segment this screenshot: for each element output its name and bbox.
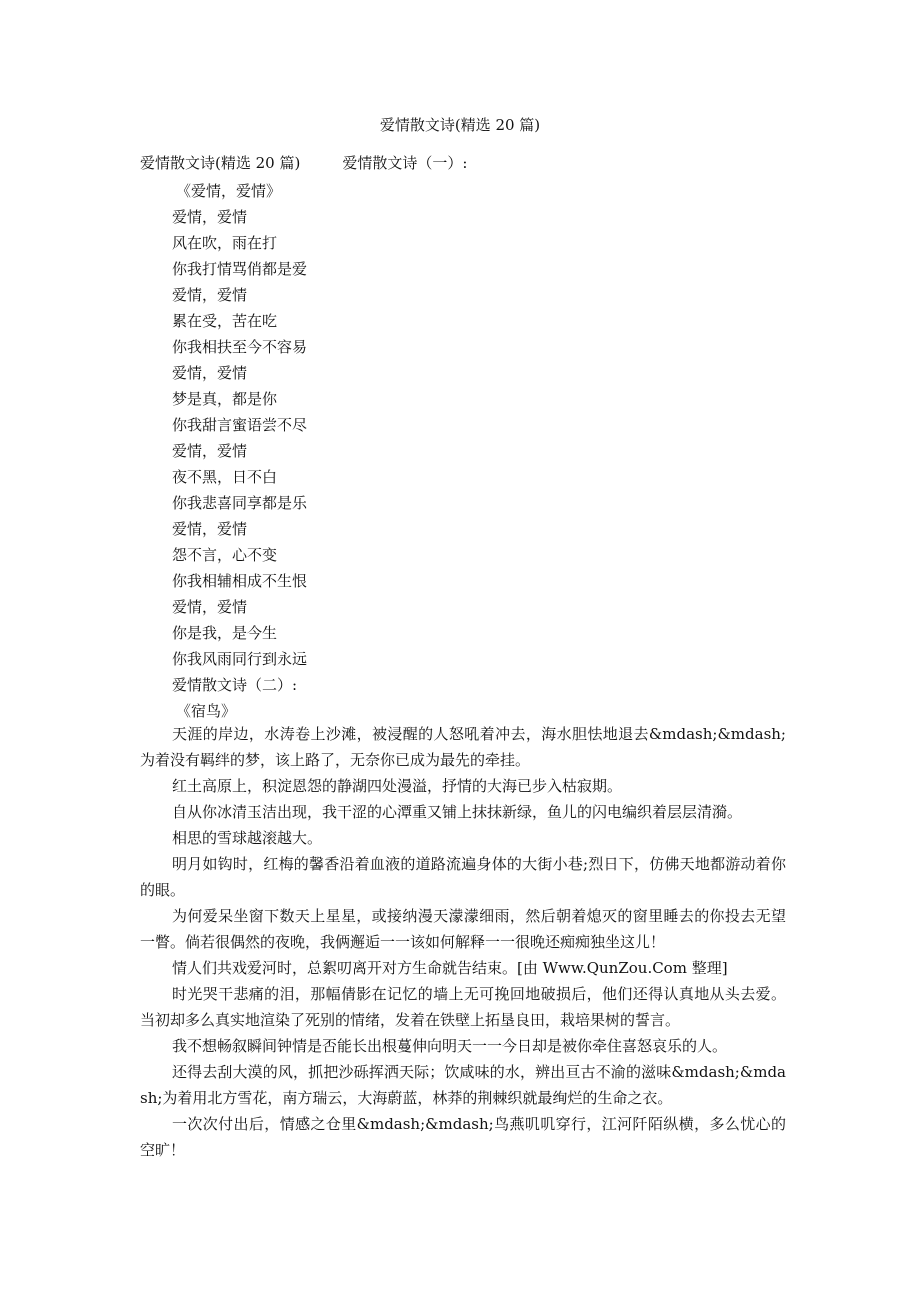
subtitle-left: 爱情散文诗(精选 20 篇) — [140, 154, 301, 172]
poem-line: 爱情，爱情 — [172, 208, 248, 226]
prose-paragraph: 天涯的岸边，水涛卷上沙滩，被浸醒的人怒吼着冲去，海水胆怯地退去&mdash;&mdash;为着没有羁绊的梦，该上路了，无奈你已成为最先的牵挂。 — [140, 725, 786, 769]
subtitle-right: 爱情散文诗（一）: — [342, 154, 468, 172]
poem-line: 你我甜言蜜语尝不尽 — [172, 416, 308, 434]
subtitle-line — [140, 152, 467, 174]
poem-line: 爱情，爱情 — [172, 442, 248, 460]
poem-line: 爱情，爱情 — [172, 598, 248, 616]
prose-paragraph: 我不想畅叙瞬间钟情是否能长出根蔓伸向明天一一今日却是被你牵住喜怒哀乐的人。 — [172, 1037, 728, 1055]
section2-heading: 爱情散文诗（二）: — [172, 676, 298, 694]
poem-line: 你是我，是今生 — [172, 624, 278, 642]
poem-line: 夜不黑，日不白 — [172, 468, 278, 486]
prose-paragraph: 相思的雪球越滚越大。 — [172, 829, 323, 847]
prose-paragraph: 情人们共戏爱河时，总絮叨离开对方生命就告结束。[由 Www.QunZou.Com 整理] — [172, 959, 728, 977]
poem-line: 你我悲喜同享都是乐 — [172, 494, 308, 512]
prose-paragraph: 一次次付出后，情感之仓里&mdash;&mdash;鸟燕叽叽穿行，江河阡陌纵横，多么忧心的空旷！ — [140, 1115, 786, 1159]
poem-line: 你我打情骂俏都是爱 — [172, 260, 308, 278]
poem-line: 累在受，苦在吃 — [172, 312, 278, 330]
poem-line: 爱情，爱情 — [172, 520, 248, 538]
poem-line: 爱情，爱情 — [172, 364, 248, 382]
poem-line: 怨不言，心不变 — [172, 546, 278, 564]
poem1-title: 《爱情，爱情》 — [176, 182, 282, 200]
poem-line: 你我相辅相成不生恨 — [172, 572, 308, 590]
prose-paragraph: 红土高原上，积淀恩怨的静湖四处漫溢，抒情的大海已步入枯寂期。 — [172, 777, 623, 795]
prose-paragraph: 明月如钩时，红梅的馨香沿着血液的道路流遍身体的大街小巷;烈日下，仿佛天地都游动着你的眼。 — [140, 855, 786, 899]
poem-line: 梦是真，都是你 — [172, 390, 278, 408]
document-title: 爱情散文诗(精选 20 篇) — [379, 116, 541, 134]
prose-paragraph: 为何爱呆坐窗下数天上星星，或接纳漫天濛濛细雨，然后朝着熄灭的窗里睡去的你投去无望一瞥。倘若很偶然的夜晚，我俩邂逅一一该如何解释一一很晚还痴痴独坐这儿！ — [140, 907, 786, 951]
prose-paragraph: 还得去刮大漠的风，抓把沙砾挥洒天际；饮咸味的水，辨出亘古不渝的滋味&mdash;&mdash;为着用北方雪花，南方瑞云，大海蔚蓝，林莽的荆棘织就最绚烂的生命之衣。 — [140, 1063, 786, 1107]
poem-line: 风在吹，雨在打 — [172, 234, 278, 252]
poem-line: 你我相扶至今不容易 — [172, 338, 308, 356]
prose-body — [140, 721, 786, 1163]
prose-paragraph: 自从你冰清玉洁出现，我干涩的心潭重又铺上抹抹新绿，鱼儿的闪电编织着层层清漪。 — [172, 803, 743, 821]
poem-line: 爱情，爱情 — [172, 286, 248, 304]
prose-paragraph: 时光哭干悲痛的泪，那幅倩影在记忆的墙上无可挽回地破损后，他们还得认真地从头去爱。当初却多么真实地渲染了死别的情绪，发着在铁壁上拓垦良田，栽培果树的誓言。 — [140, 985, 786, 1029]
poem2-title: 《宿鸟》 — [176, 702, 237, 720]
poem-block — [172, 178, 307, 724]
poem-line: 你我风雨同行到永远 — [172, 650, 308, 668]
